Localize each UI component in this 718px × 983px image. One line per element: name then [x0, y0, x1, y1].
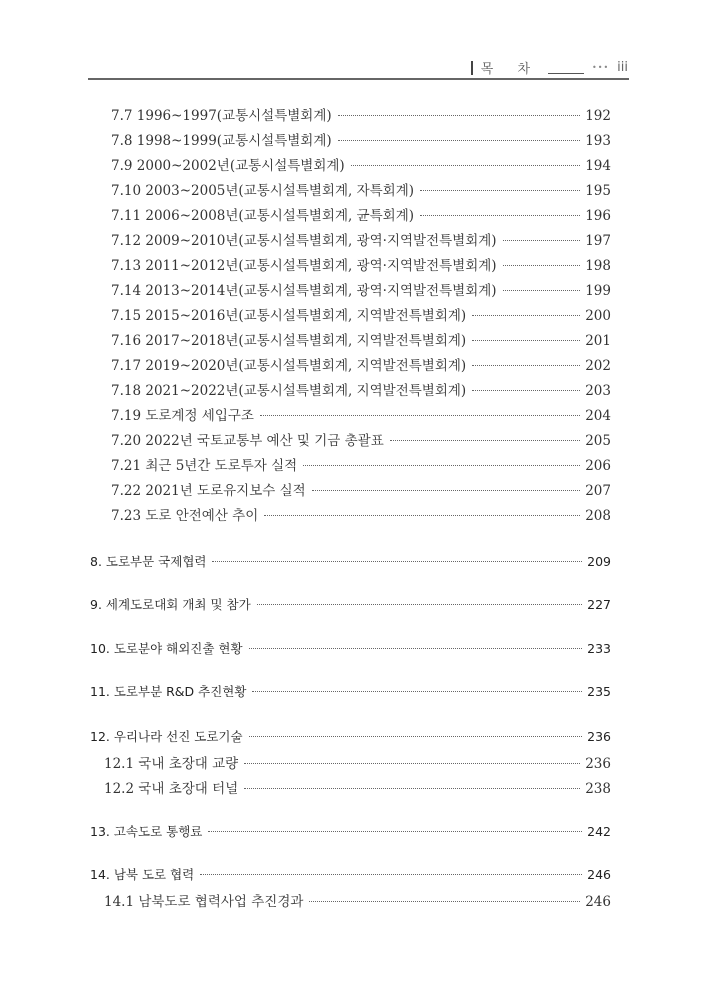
toc-entry-label: 7.16 2017~2018년(교통시설특별회계, 지역발전특별회계): [111, 333, 467, 349]
toc-section[interactable]: [90, 865, 611, 883]
toc-entry[interactable]: [111, 154, 611, 174]
running-header: [88, 58, 628, 80]
dot-leader: [249, 736, 583, 737]
toc-entry-page: 196: [585, 208, 611, 224]
dot-leader: [244, 763, 580, 764]
dot-leader: [472, 390, 580, 391]
toc-section-page: 236: [587, 729, 611, 744]
header-rule: [88, 78, 629, 80]
toc-entry-page: 201: [585, 333, 611, 349]
toc-entry-label: 12.1 국내 초장대 교량: [104, 756, 239, 772]
header-underline: [548, 73, 584, 74]
toc-entry-page: 193: [585, 133, 611, 149]
header-page-number: iii: [617, 60, 628, 75]
toc-entry[interactable]: [104, 752, 611, 772]
dot-leader: [472, 340, 580, 341]
toc-entry-label: 7.7 1996~1997(교통시설특별회계): [111, 108, 332, 124]
toc-entry[interactable]: [111, 279, 611, 299]
toc-entry[interactable]: [111, 454, 611, 474]
toc-section[interactable]: [90, 595, 611, 613]
toc-entry[interactable]: [111, 479, 611, 499]
header-bar-mark: [471, 61, 473, 75]
toc-section[interactable]: [90, 727, 611, 745]
toc-entry-page: 206: [585, 458, 611, 474]
toc-entry-page: 195: [585, 183, 611, 199]
toc-entry[interactable]: [111, 204, 611, 224]
dot-leader: [390, 440, 580, 441]
toc-entry-page: 205: [585, 433, 611, 449]
dot-leader: [257, 604, 582, 605]
toc-entry-label: 7.11 2006~2008년(교통시설특별회계, 균특회계): [111, 208, 415, 224]
toc-entry-label: 7.15 2015~2016년(교통시설특별회계, 지역발전특별회계): [111, 308, 467, 324]
toc-section-page: 246: [587, 867, 611, 882]
toc-entry-page: 202: [585, 358, 611, 374]
header-dots: •••: [592, 63, 610, 72]
dot-leader: [420, 215, 580, 216]
toc-entry[interactable]: [111, 129, 611, 149]
toc-entry-label: 7.10 2003~2005년(교통시설특별회계, 자특회계): [111, 183, 415, 199]
toc-entry-page: 203: [585, 383, 611, 399]
toc-section-label: 12. 우리나라 선진 도로기술: [90, 729, 243, 744]
toc-entry-page: 198: [585, 258, 611, 274]
toc-entry[interactable]: [111, 429, 611, 449]
toc-entry[interactable]: [111, 379, 611, 399]
toc-entry-label: 7.21 최근 5년간 도로투자 실적: [111, 458, 298, 474]
dot-leader: [338, 140, 581, 141]
toc-entry-label: 7.20 2022년 국토교통부 예산 및 기금 총괄표: [111, 433, 384, 449]
dot-leader: [338, 115, 581, 116]
toc-entry[interactable]: [111, 354, 611, 374]
toc-section-page: 209: [587, 554, 611, 569]
dot-leader: [503, 290, 581, 291]
toc-entry-page: 238: [585, 781, 611, 797]
toc-entry-label: 7.23 도로 안전예산 추이: [111, 508, 259, 524]
toc-entry[interactable]: [111, 104, 611, 124]
toc-section-label: 8. 도로부문 국제협력: [90, 554, 207, 569]
dot-leader: [503, 240, 581, 241]
dot-leader: [503, 265, 581, 266]
toc-entry[interactable]: [111, 179, 611, 199]
toc-entry-label: 7.22 2021년 도로유지보수 실적: [111, 483, 306, 499]
toc-entry-label: 7.9 2000~2002년(교통시설특별회계): [111, 158, 345, 174]
toc-entry[interactable]: [104, 890, 611, 910]
toc-entry-page: 192: [585, 108, 611, 124]
toc-entry-page: 194: [585, 158, 611, 174]
toc-entry-label: 7.13 2011~2012년(교통시설특별회계, 광역·지역발전특별회계): [111, 258, 497, 274]
toc-entry-label: 7.18 2021~2022년(교통시설특별회계, 지역발전특별회계): [111, 383, 467, 399]
toc-entry[interactable]: [111, 304, 611, 324]
toc-entry-page: 246: [585, 894, 611, 910]
running-header-group: [471, 58, 628, 77]
dot-leader: [208, 831, 582, 832]
toc-section-label: 14. 남북 도로 협력: [90, 867, 195, 882]
dot-leader: [472, 365, 580, 366]
toc-entry-label: 7.17 2019~2020년(교통시설특별회계, 지역발전특별회계): [111, 358, 467, 374]
header-title: 목 차: [480, 62, 540, 77]
toc-section[interactable]: [90, 682, 611, 700]
toc-entry-label: 12.2 국내 초장대 터널: [104, 781, 239, 797]
dot-leader: [260, 415, 580, 416]
dot-leader: [249, 648, 583, 649]
toc-section-page: 235: [587, 684, 611, 699]
dot-leader: [420, 190, 580, 191]
toc-entry-page: 207: [585, 483, 611, 499]
toc-entry-page: 236: [585, 756, 611, 772]
toc-section-label: 9. 세계도로대회 개최 및 참가: [90, 597, 251, 612]
dot-leader: [472, 315, 580, 316]
toc-section-label: 13. 고속도로 통행료: [90, 824, 203, 839]
toc-entry-page: 197: [585, 233, 611, 249]
toc-section-label: 10. 도로분야 해외진출 현황: [90, 641, 243, 656]
toc-section-page: 227: [587, 597, 611, 612]
toc-section[interactable]: [90, 822, 611, 840]
toc-entry[interactable]: [111, 329, 611, 349]
toc-entry[interactable]: [104, 777, 611, 797]
dot-leader: [252, 691, 582, 692]
toc-entry-label: 7.12 2009~2010년(교통시설특별회계, 광역·지역발전특별회계): [111, 233, 497, 249]
toc-entry-page: 200: [585, 308, 611, 324]
toc-entry[interactable]: [111, 254, 611, 274]
toc-entry-label: 7.8 1998~1999(교통시설특별회계): [111, 133, 332, 149]
dot-leader: [244, 788, 580, 789]
toc-entry[interactable]: [111, 504, 611, 524]
dot-leader: [303, 465, 580, 466]
toc-entry[interactable]: [111, 404, 611, 424]
dot-leader: [312, 490, 581, 491]
dot-leader: [200, 874, 582, 875]
toc-entry-page: 199: [585, 283, 611, 299]
toc-section-label: 11. 도로부분 R&D 추진현황: [90, 684, 247, 699]
toc-entry-page: 208: [585, 508, 611, 524]
dot-leader: [212, 561, 582, 562]
toc-section[interactable]: [90, 639, 611, 657]
toc-section[interactable]: [90, 552, 611, 570]
toc-entry[interactable]: [111, 229, 611, 249]
toc-entry-label: 7.14 2013~2014년(교통시설특별회계, 광역·지역발전특별회계): [111, 283, 497, 299]
dot-leader: [309, 901, 580, 902]
toc-entry-label: 14.1 남북도로 협력사업 추진경과: [104, 894, 304, 910]
toc-section-page: 233: [587, 641, 611, 656]
toc-entry-label: 7.19 도로계정 세입구조: [111, 408, 254, 424]
dot-leader: [264, 515, 580, 516]
toc-section-page: 242: [587, 824, 611, 839]
dot-leader: [351, 165, 581, 166]
toc-entry-page: 204: [585, 408, 611, 424]
